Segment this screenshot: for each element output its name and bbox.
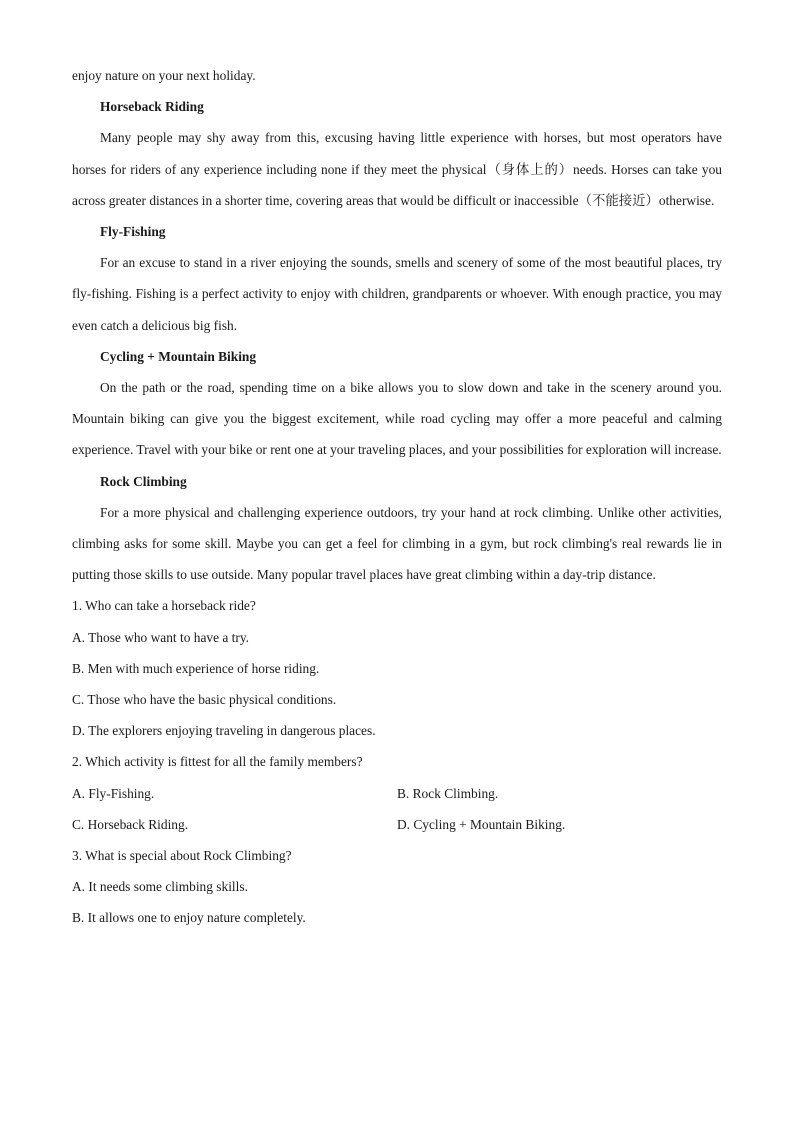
question-3-option-b: B. It allows one to enjoy nature completely.	[72, 910, 306, 926]
section-heading-fly-fishing: Fly-Fishing	[100, 224, 166, 240]
question-2-option-b: B. Rock Climbing.	[397, 785, 499, 801]
question-2-options-row-1	[72, 778, 722, 809]
section-text-fly-fishing: For an excuse to stand in a river enjoying the sounds, smells and scenery of some of the most beautiful places, try fly-fishing. Fishing is a perfect activity to enjoy with children, grandparents or whoever. With enough practice, you may even catch a delicious big fish.	[72, 255, 722, 333]
question-2-option-d: D. Cycling + Mountain Biking.	[397, 816, 566, 832]
section-text-rock-climbing: For a more physical and challenging experience outdoors, try your hand at rock climbing. Unlike other activities, climbing asks for some skill. Maybe you can get a feel for climbing in a gym, but rock climbing's real rewards lie in putting those skills to use outside. Many popular travel places have great climbing within a day-trip distance.	[72, 504, 722, 583]
section-text-cycling: On the path or the road, spending time on a bike allows you to slow down and take in the scenery around you. Mountain biking can give you the biggest excitement, while road cycling may offer a more peaceful and calming experience. Travel with your bike or rent one at your traveling places, and your possibilities for exploration will increase.	[72, 380, 722, 458]
question-1-option-d: D. The explorers enjoying traveling in dangerous places.	[72, 723, 376, 739]
section-text-horseback-riding: Many people may shy away from this, excusing having little experience with horses, but most operators have horses for riders of any experience including none if they meet the physical（身体上的）needs. Horses can take you across greater distances in a shorter time, covering areas that would be difficult or inaccessible（不能接近）otherwise.	[72, 130, 722, 208]
question-1-option-b: B. Men with much experience of horse riding.	[72, 660, 320, 676]
question-1-option-a: A. Those who want to have a try.	[72, 629, 250, 645]
question-2-options-row-2	[72, 809, 722, 840]
question-3-option-a: A. It needs some climbing skills.	[72, 879, 248, 895]
question-1-option-c: C. Those who have the basic physical conditions.	[72, 692, 337, 708]
section-heading-cycling: Cycling + Mountain Biking	[100, 348, 257, 364]
question-2-stem: 2. Which activity is fittest for all the family members?	[72, 754, 363, 770]
intro-tail-text: enjoy nature on your next holiday.	[72, 68, 256, 83]
question-3-stem: 3. What is special about Rock Climbing?	[72, 848, 292, 864]
document-page	[72, 60, 722, 934]
section-heading-horseback-riding: Horseback Riding	[100, 99, 204, 115]
question-1-stem: 1. Who can take a horseback ride?	[72, 598, 256, 614]
section-heading-rock-climbing: Rock Climbing	[100, 473, 187, 489]
question-2-option-a: A. Fly-Fishing.	[72, 785, 155, 801]
question-2-option-c: C. Horseback Riding.	[72, 816, 189, 832]
